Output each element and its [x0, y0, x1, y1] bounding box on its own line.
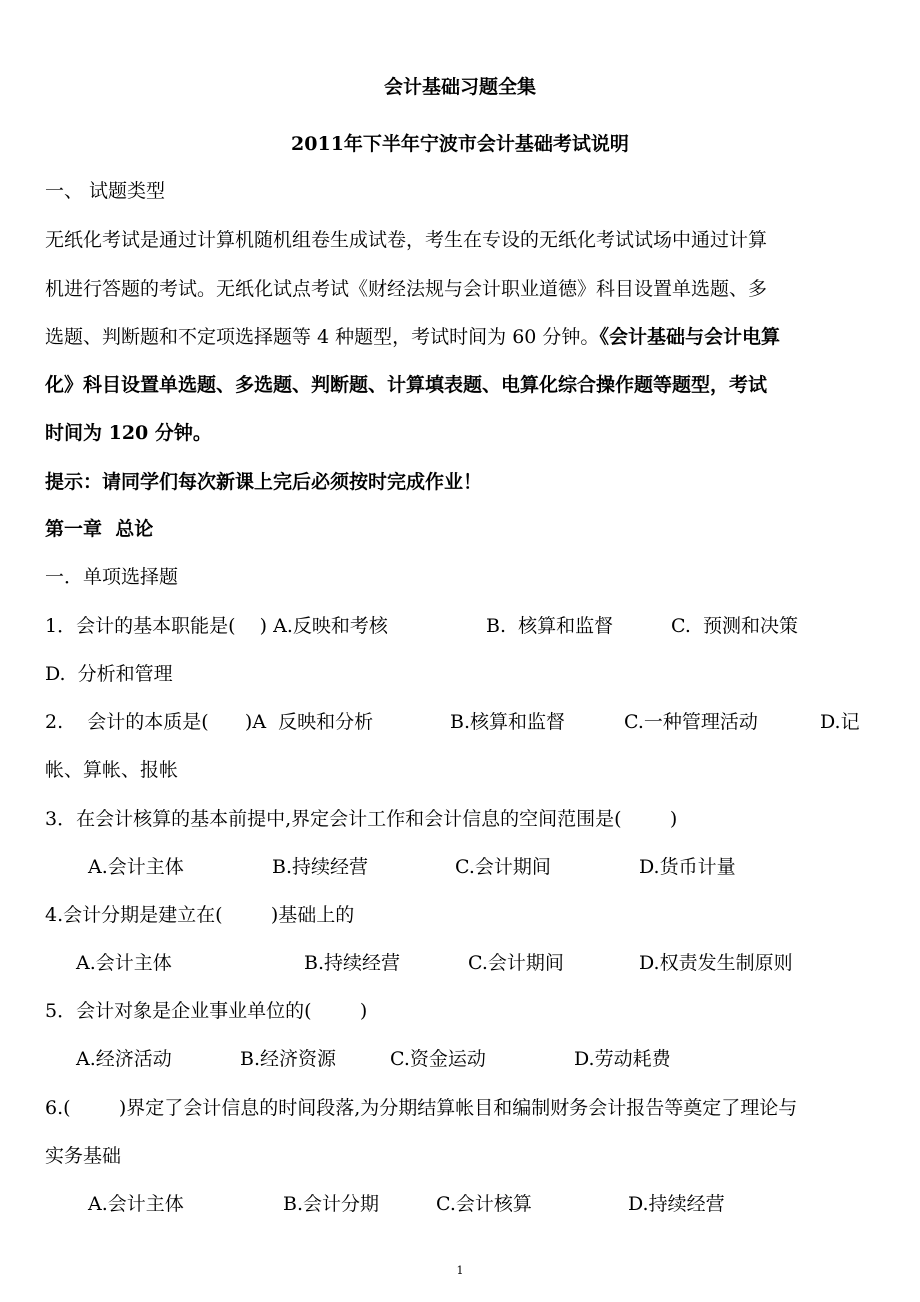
paragraph-line-5: 时间为 120 分钟。 [45, 422, 212, 444]
part-heading: 一．单项选择题 [45, 566, 179, 588]
question-2-option-d: D.记 [820, 711, 860, 733]
question-6-option-b: B.会计分期 [283, 1193, 380, 1215]
question-4-stem: 4.会计分期是建立在( )基础上的 [45, 904, 355, 926]
question-3-option-d: D.货币计量 [639, 856, 736, 878]
question-1-option-d: D. 分析和管理 [45, 663, 173, 685]
paragraph-bold-text: 《会计基础与会计电算 [599, 326, 780, 348]
question-6-stem: 6.( )界定了会计信息的时间段落,为分期结算帐目和编制财务会计报告等奠定了理论与 [45, 1097, 798, 1119]
question-5-option-b: B.经济资源 [240, 1048, 337, 1070]
question-3-option-a: A.会计主体 [88, 856, 184, 878]
question-2-option-c: C.一种管理活动 [624, 711, 758, 733]
question-1-option-b: B. 核算和监督 [486, 615, 614, 637]
question-1-option-c: C. 预测和决策 [671, 615, 798, 637]
question-3-stem: 3．在会计核算的基本前提中,界定会计工作和会计信息的空间范围是( ) [45, 808, 678, 830]
tip-text: 提示：请同学们每次新课上完后必须按时完成作业！ [45, 471, 483, 493]
question-2-option-b: B.核算和监督 [450, 711, 566, 733]
section-heading: 一、 试题类型 [45, 180, 166, 202]
question-4-option-c: C.会计期间 [468, 952, 564, 974]
question-6-option-a: A.会计主体 [88, 1193, 184, 1215]
paragraph-text: 选题、判断题和不定项选择题等 4 种题型，考试时间为 60 分钟。 [45, 326, 600, 348]
question-4-option-a: A.会计主体 [76, 952, 172, 974]
question-4-option-d: D.权责发生制原则 [639, 952, 793, 974]
question-5-stem: 5．会计对象是企业事业单位的( ) [45, 1000, 368, 1022]
question-5-option-d: D.劳动耗费 [574, 1048, 671, 1070]
question-6-option-d: D.持续经营 [628, 1193, 725, 1215]
question-4-option-b: B.持续经营 [304, 952, 401, 974]
question-1-stem: 1．会计的基本职能是( ) A.反映和考核 [45, 615, 388, 637]
paragraph-line-1: 无纸化考试是通过计算机随机组卷生成试卷，考生在专设的无纸化考试试场中通过计算 [45, 229, 768, 251]
question-2-option-d-cont: 帐、算帐、报帐 [45, 759, 179, 781]
question-5-option-c: C.资金运动 [390, 1048, 486, 1070]
paragraph-line-3 [45, 324, 780, 350]
question-3-option-b: B.持续经营 [272, 856, 369, 878]
question-2-stem: 2. 会计的本质是( )A 反映和分析 [45, 711, 374, 733]
question-6-stem-cont: 实务基础 [45, 1145, 122, 1167]
paragraph-line-4: 化》科目设置单选题、多选题、判断题、计算填表题、电算化综合操作题等题型，考试 [45, 374, 768, 396]
doc-title: 会计基础习题全集 [383, 76, 536, 98]
chapter-heading: 第一章 总论 [45, 518, 154, 540]
doc-subtitle: 2011年下半年宁波市会计基础考试说明 [291, 133, 629, 155]
paragraph-line-2: 机进行答题的考试。无纸化试点考试《财经法规与会计职业道德》科目设置单选题、多 [45, 278, 768, 300]
page-number: 1 [456, 1264, 464, 1277]
question-6-option-c: C.会计核算 [436, 1193, 532, 1215]
question-5-option-a: A.经济活动 [76, 1048, 172, 1070]
question-3-option-c: C.会计期间 [455, 856, 551, 878]
